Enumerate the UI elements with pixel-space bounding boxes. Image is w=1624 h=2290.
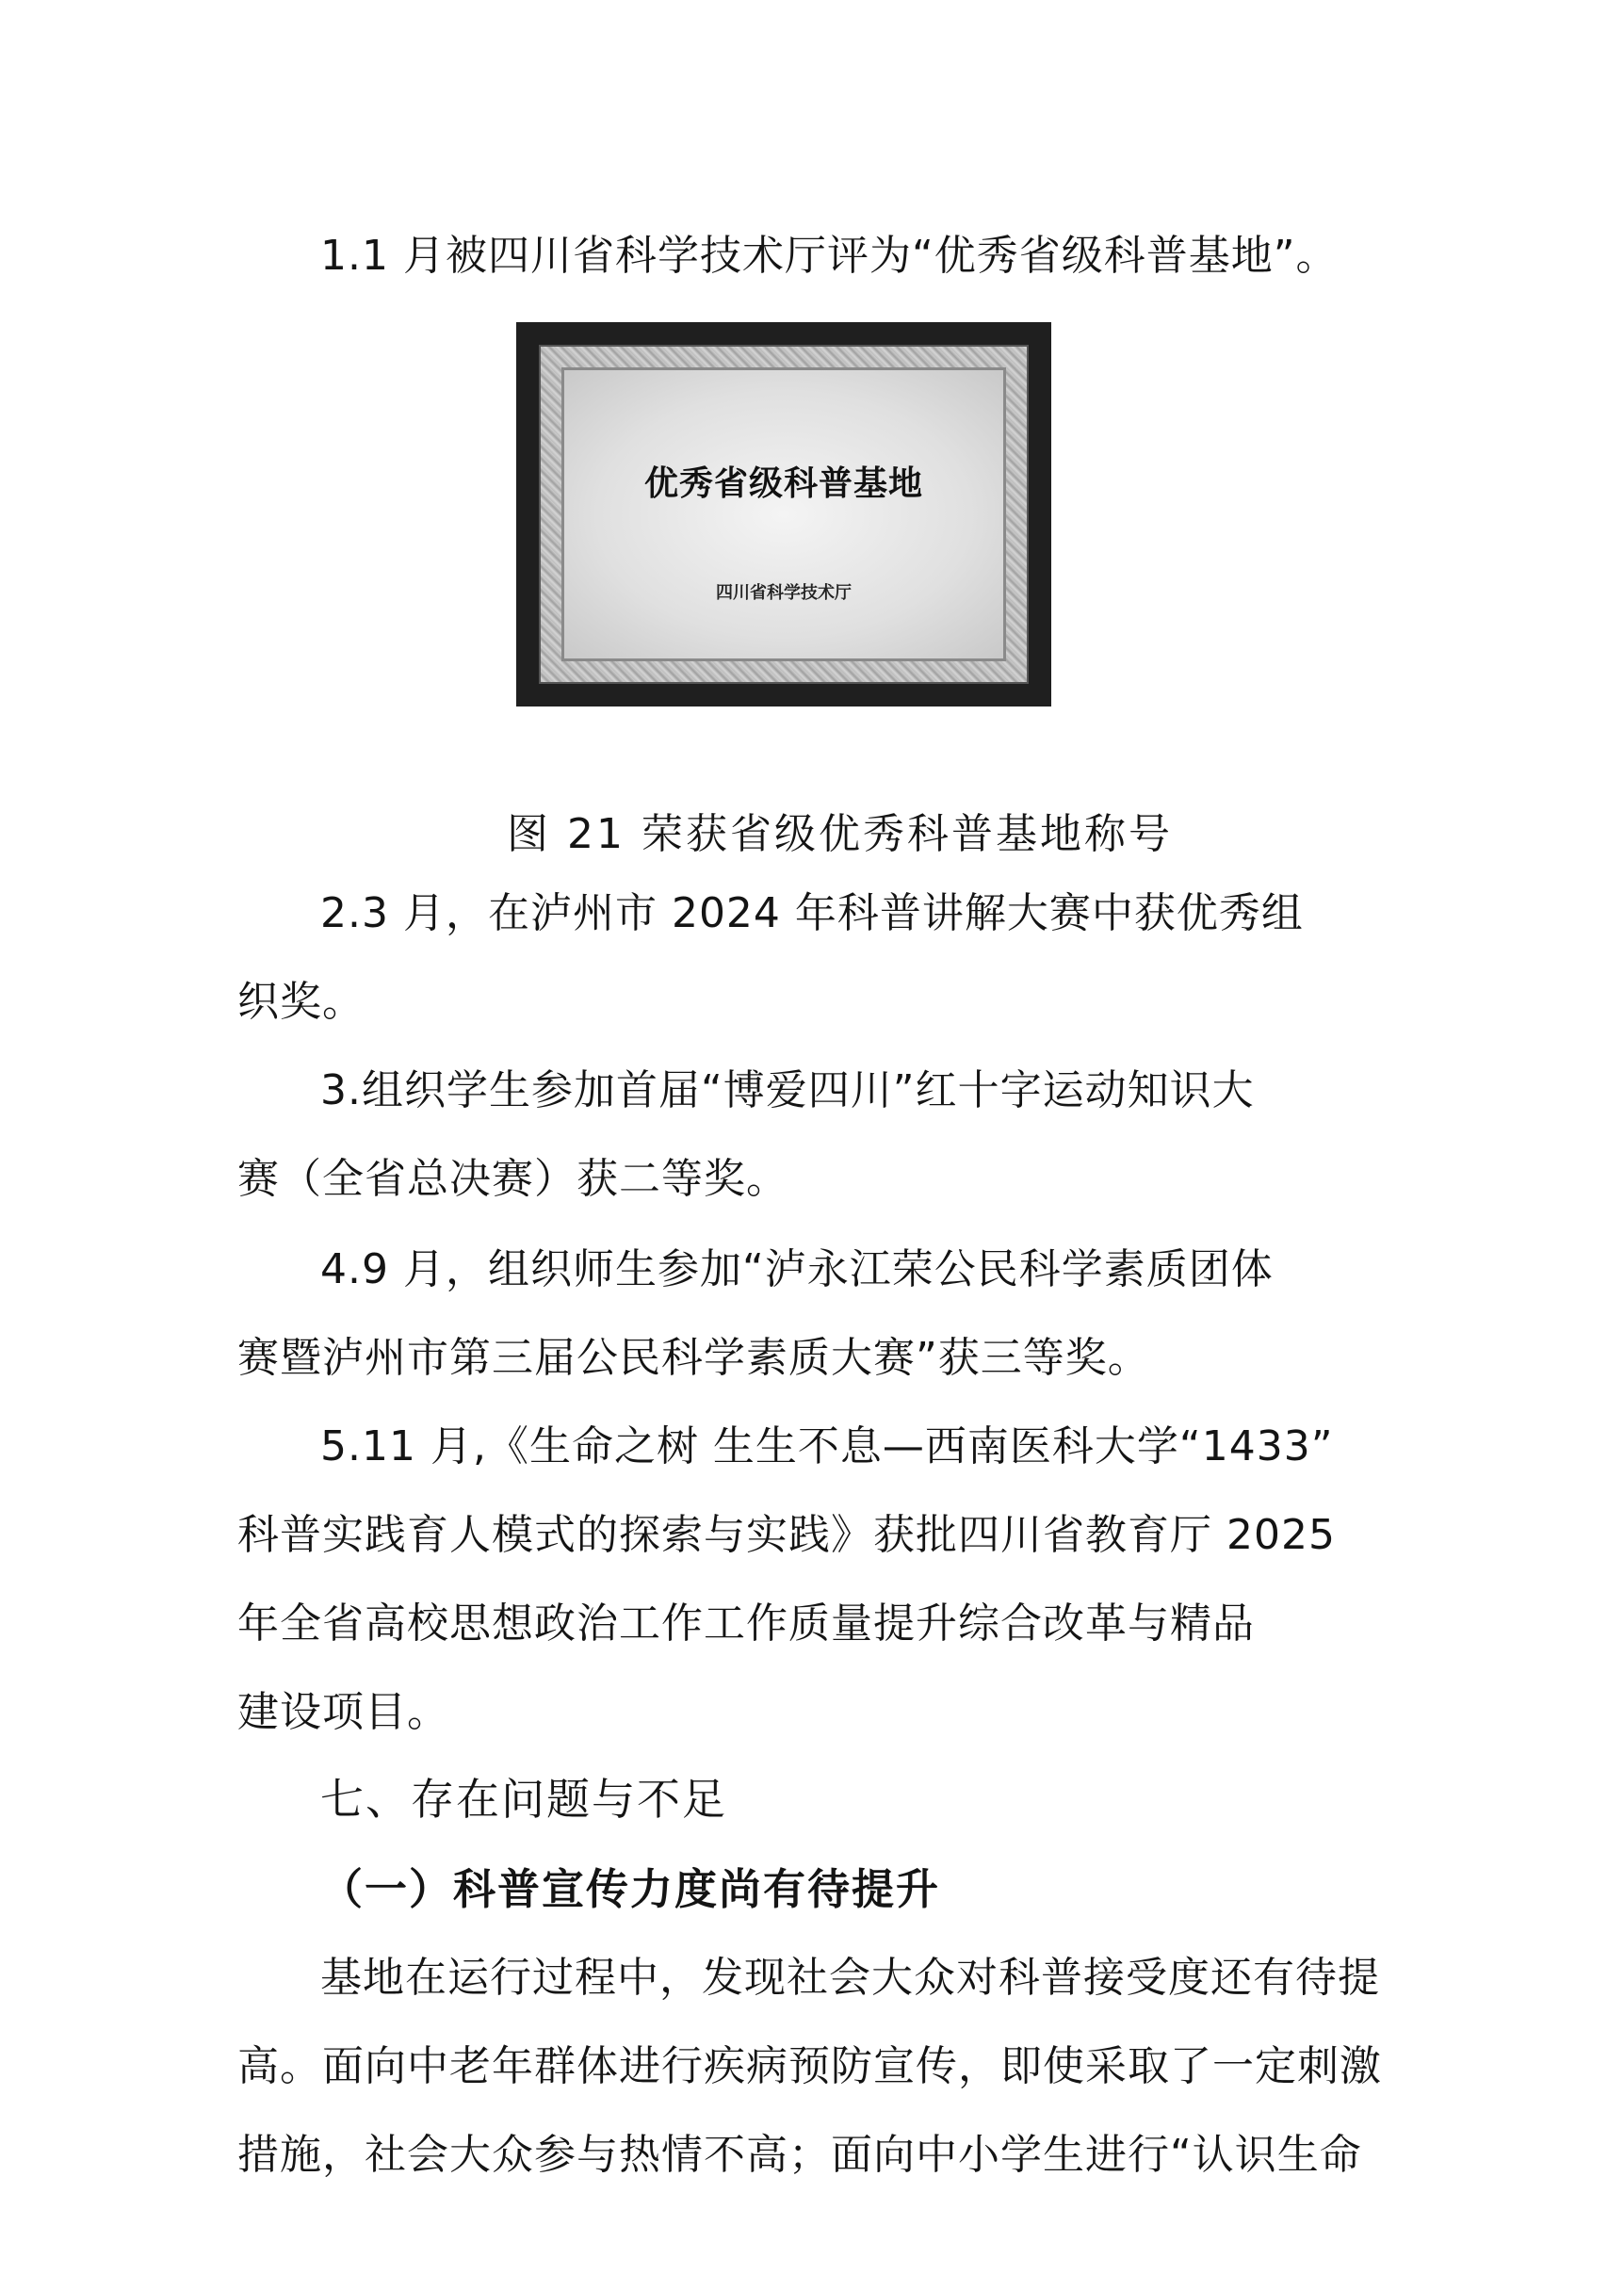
paragraph-item3-line1: 3.组织学生参加首届“博爱四川”红十字运动知识大	[320, 1066, 1255, 1114]
paragraph-item2-line1: 2.3 月，在泸州市 2024 年科普讲解大赛中获优秀组	[320, 889, 1304, 937]
paragraph-item5-line3: 年全省高校思想政治工作工作质量提升综合改革与精品	[237, 1600, 1255, 1648]
figure-caption: 图 21 荣获省级优秀科普基地称号	[507, 810, 1173, 858]
section-body-line3: 措施，社会大众参与热情不高；面向中小学生进行“认识生命	[237, 2131, 1362, 2179]
section-body-line1: 基地在运行过程中，发现社会大众对科普接受度还有待提	[320, 1954, 1380, 2002]
plaque-issuer: 四川省科学技术厅	[716, 583, 852, 603]
paragraph-item2-line2: 织奖。	[237, 978, 365, 1026]
paragraph-item4-line1: 4.9 月，组织师生参加“泸永江荣公民科学素质团体	[320, 1245, 1274, 1293]
paragraph-item3-line2: 赛（全省总决赛）获二等奖。	[237, 1155, 788, 1203]
paragraph-item5-line1: 5.11 月,《生命之树 生生不息—西南医科大学“1433”	[320, 1422, 1334, 1470]
paragraph-item5-line2: 科普实践育人模式的探索与实践》获批四川省教育厅 2025	[237, 1511, 1336, 1559]
section-body-line2: 高。面向中老年群体进行疾病预防宣传，即使采取了一定刺激	[237, 2042, 1382, 2090]
plaque-frame	[539, 345, 1029, 684]
paragraph-item4-line2: 赛暨泸州市第三届公民科学素质大赛”获三等奖。	[237, 1334, 1150, 1382]
plaque-photo	[516, 322, 1051, 706]
plaque-face	[561, 367, 1006, 661]
paragraph-item5-line4: 建设项目。	[237, 1688, 449, 1736]
paragraph-item1: 1.1 月被四川省科学技术厅评为“优秀省级科普基地”。	[320, 232, 1339, 280]
plaque-title: 优秀省级科普基地	[643, 463, 923, 503]
section-subheading: （一）科普宣传力度尚有待提升	[320, 1864, 941, 1914]
section-heading: 七、存在问题与不足	[320, 1774, 727, 1825]
